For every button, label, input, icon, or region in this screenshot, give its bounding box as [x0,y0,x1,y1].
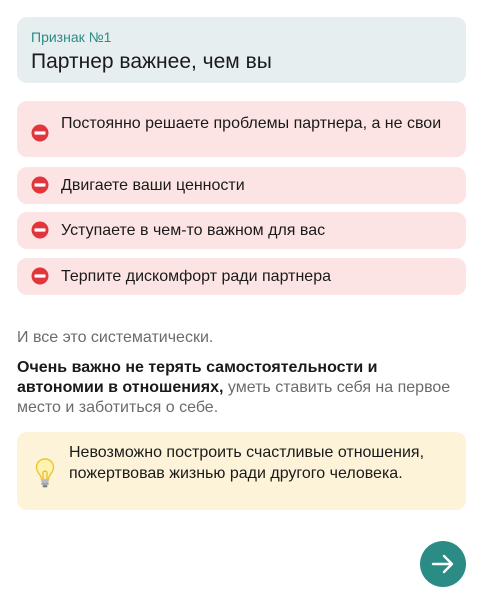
list-item-text: Постоянно решаете проблемы партнера, а не свои [61,115,442,132]
list-item [17,212,466,249]
advice-bold-text: Очень важно не терять самостоятельности и автономии в отношениях, [17,359,378,396]
page-title: Партнер важнее, чем вы [31,50,272,73]
list-item [17,101,466,157]
arrow-right-icon [431,554,455,574]
tip-card [17,432,466,510]
no-entry-icon [31,176,49,194]
list-item-text: Двигаете ваши ценности [61,177,245,194]
list-item [17,258,466,295]
list-item-text: Уступаете в чем-то важном для вас [61,222,326,239]
no-entry-icon [31,221,49,239]
light-bulb-icon [35,458,55,490]
list-item-text: Терпите дискомфорт ради партнера [61,268,331,285]
advice-paragraph [17,358,466,418]
list-item [17,167,466,204]
no-entry-icon [31,267,49,285]
next-button[interactable] [420,541,466,587]
no-entry-icon [31,124,49,142]
header-label: Признак №1 [31,29,112,45]
header-card [17,17,466,83]
tip-text: Невозможно построить счастливые отношения, пожертвовав жизнью ради другого человека. [69,444,425,482]
advice-regular-text: уметь ставить себя на первое место и заботиться о себе. [17,379,451,416]
summary-text: И все это систематически. [17,329,214,346]
